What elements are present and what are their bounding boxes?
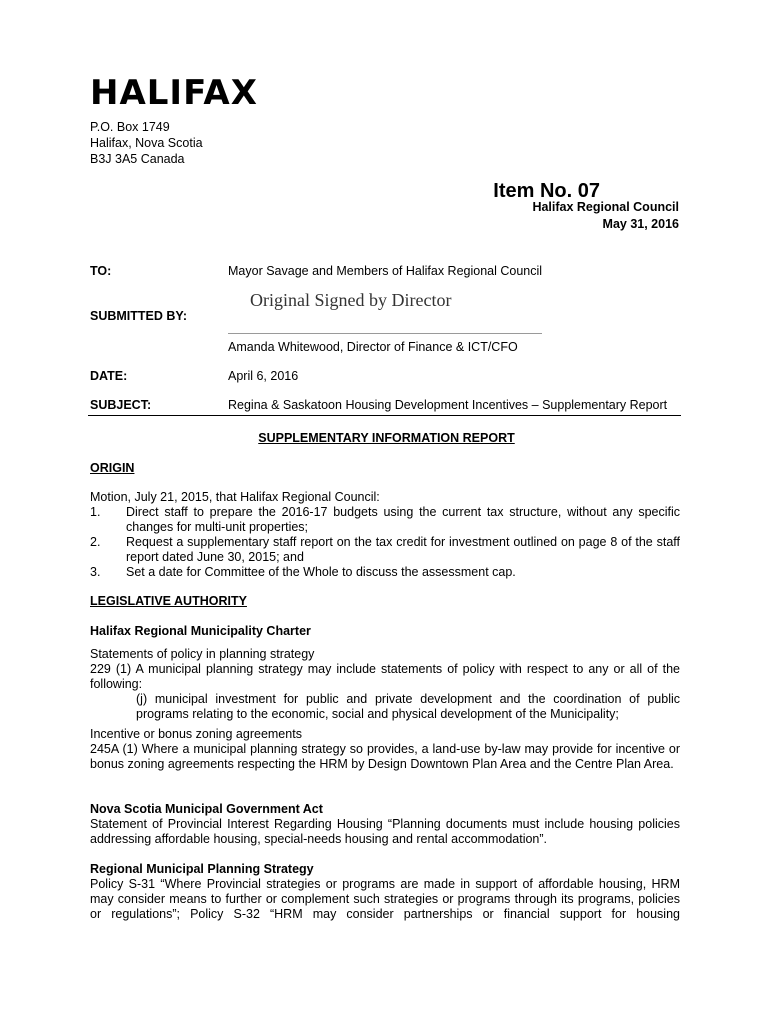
list-number: 3.: [90, 565, 101, 579]
charter-heading: Halifax Regional Municipality Charter: [90, 624, 311, 638]
list-item: [90, 535, 680, 565]
submitted-by-value: Amanda Whitewood, Director of Finance & ICT/CFO: [228, 340, 518, 354]
list-text: Request a supplementary staff report on the tax credit for investment outlined on page 8 of the staff report dated June 30, 2015; and: [126, 535, 680, 564]
list-text: Set a date for Committee of the Whole to discuss the assessment cap.: [126, 565, 516, 579]
date-label: DATE:: [90, 369, 128, 383]
section-229-j: (j) municipal investment for public and private development and the coordination of public programs relating to the economic, social and physical development of the Municipality;: [136, 692, 680, 721]
mga-heading: Nova Scotia Municipal Government Act: [90, 802, 323, 816]
address-line: Halifax, Nova Scotia: [90, 136, 203, 150]
list-number: 1.: [90, 505, 101, 519]
mga-text: Statement of Provincial Interest Regarding Housing “Planning documents must include housing policies addressing affordable housing, special-needs housing and rental accommodation”.: [90, 817, 680, 846]
section-245a: 245A (1) Where a municipal planning strategy so provides, a land-use by-law may provide for incentive or bonus zoning agreements respecting the HRM by Design Downtown Plan Area and the Centre Plan Area.: [90, 742, 680, 771]
divider: [88, 415, 681, 416]
meeting-info: [532, 199, 679, 233]
incentive-section: [90, 727, 680, 772]
rmps-heading: Regional Municipal Planning Strategy: [90, 862, 314, 876]
rmps-text: Policy S-31 “Where Provincial strategies or programs are made in support of affordable housing, HRM may consider means to further or complement such strategies or programs through its programs, policies or regulations”; Policy S-32 “HRM may consider partnerships or financial support for housing: [90, 877, 680, 921]
legislative-authority-heading: LEGISLATIVE AUTHORITY: [90, 594, 247, 608]
halifax-logo: HALIFAX: [90, 73, 258, 113]
signature-line: [228, 333, 542, 334]
mga-section: [90, 802, 680, 847]
list-text: Direct staff to prepare the 2016-17 budgets using the current tax structure, without any specific changes for multi-unit properties;: [126, 505, 680, 534]
incentive-heading: Incentive or bonus zoning agreements: [90, 727, 302, 741]
subject-value: Regina & Saskatoon Housing Development Incentives – Supplementary Report: [228, 398, 668, 412]
address-line: B3J 3A5 Canada: [90, 152, 185, 166]
council-name: Halifax Regional Council: [532, 200, 679, 214]
policy-statements-heading: Statements of policy in planning strategy: [90, 647, 315, 661]
origin-intro: Motion, July 21, 2015, that Halifax Regional Council:: [90, 490, 380, 504]
list-item: [90, 505, 680, 535]
item-number: Item No. 07: [493, 180, 600, 202]
signature: Original Signed by Director: [250, 290, 452, 310]
list-item: [90, 565, 680, 580]
to-label: TO:: [90, 264, 112, 278]
origin-list: [90, 505, 680, 580]
subject-label: SUBJECT:: [90, 398, 152, 412]
submitted-by-label: SUBMITTED BY:: [90, 309, 187, 323]
origin-heading: ORIGIN: [90, 461, 135, 475]
address-line: P.O. Box 1749: [90, 120, 170, 134]
date-value: April 6, 2016: [228, 369, 299, 383]
meeting-date: May 31, 2016: [602, 217, 679, 231]
mailing-address: [90, 119, 203, 167]
charter-section: [90, 647, 680, 722]
rmps-section: [90, 862, 680, 922]
report-title: SUPPLEMENTARY INFORMATION REPORT: [258, 431, 515, 445]
to-value: Mayor Savage and Members of Halifax Regional Council: [228, 264, 543, 278]
list-number: 2.: [90, 535, 101, 549]
section-229: 229 (1) A municipal planning strategy may include statements of policy with respect to any or all of the following:: [90, 662, 680, 691]
